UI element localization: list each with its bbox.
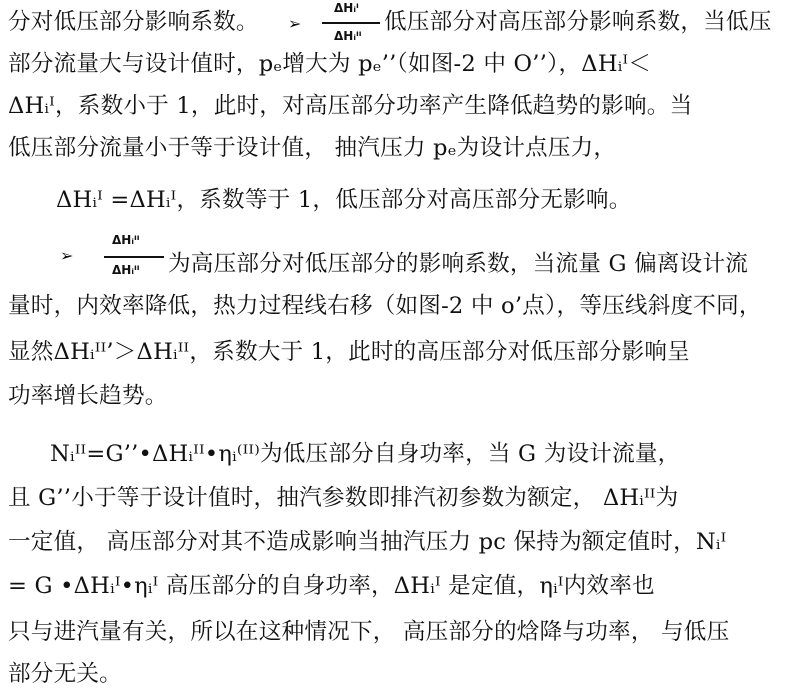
fraction-high-low <box>320 0 380 50</box>
fraction-bar <box>104 256 164 258</box>
text-line-7: 量时，内效率降低，热力过程线右移（如图-2 中 o’点），等压线斜度不同， <box>8 293 762 319</box>
arrow-bullet-icon: ➢ <box>288 14 302 33</box>
text-line-3: ΔHᵢᴵ，系数小于 1，此时，对高压部分功率产生降低趋势的影响。当 <box>8 93 693 119</box>
text-line-15: 部分无关。 <box>8 661 122 687</box>
text-line-10: Nᵢᴵᴵ=G’’•ΔHᵢᴵᴵ•ηᵢ⁽ᴵᴵ⁾为低压部分自身功率，当 G 为设计流量， <box>50 441 681 467</box>
fraction-denominator: ΔHᵢᴵᴵ <box>334 29 362 43</box>
text-line-1b: 低压部分对高压部分影响系数，当低压 <box>384 9 772 35</box>
fraction-bar <box>322 22 380 24</box>
text-line-4: 低压部分流量小于等于设计值， 抽汽压力 pₑ为设计点压力， <box>8 135 617 161</box>
fraction-low-high <box>104 230 166 286</box>
text-line-8: 显然ΔHᵢᴵᴵ’＞ΔHᵢᴵᴵ，系数大于 1，此时的高压部分对低压部分影响呈 <box>8 339 690 365</box>
text-line-6: 为高压部分对低压部分的影响系数，当流量 G 偏离设计流 <box>168 251 749 277</box>
text-line-5: ΔHᵢᴵ =ΔHᵢᴵ，系数等于 1，低压部分对高压部分无影响。 <box>56 187 632 213</box>
text-line-12: 一定值， 高压部分对其不造成影响当抽汽压力 pc 保持为额定值时，Nᵢᴵ <box>8 529 727 555</box>
text-line-1a: 分对低压部分影响系数。 <box>8 9 259 35</box>
arrow-bullet-icon: ➢ <box>60 246 74 265</box>
fraction-denominator: ΔHᵢᴵᴵ <box>112 263 140 277</box>
text-line-14: 只与进汽量有关，所以在这种情况下， 高压部分的焓降与功率， 与低压 <box>8 619 730 645</box>
text-line-11: 且 G’’小于等于设计值时，抽汽参数即排汽初参数为额定， ΔHᵢᴵᴵ为 <box>8 485 679 511</box>
fraction-numerator: ΔHᵢᴵᴵ <box>112 233 140 247</box>
text-line-2: 部分流量大与设计值时，pₑ增大为 pₑ’’（如图-2 中 O’’），ΔHᵢᴵ＜ <box>8 51 652 77</box>
text-line-13: = G •ΔHᵢᴵ•ηᵢᴵ 高压部分的自身功率，ΔHᵢᴵ 是定值，ηᵢᴵ内效率也 <box>8 573 655 599</box>
text-line-9: 功率增长趋势。 <box>8 383 168 409</box>
fraction-numerator: ΔHᵢᴵ <box>334 1 359 15</box>
